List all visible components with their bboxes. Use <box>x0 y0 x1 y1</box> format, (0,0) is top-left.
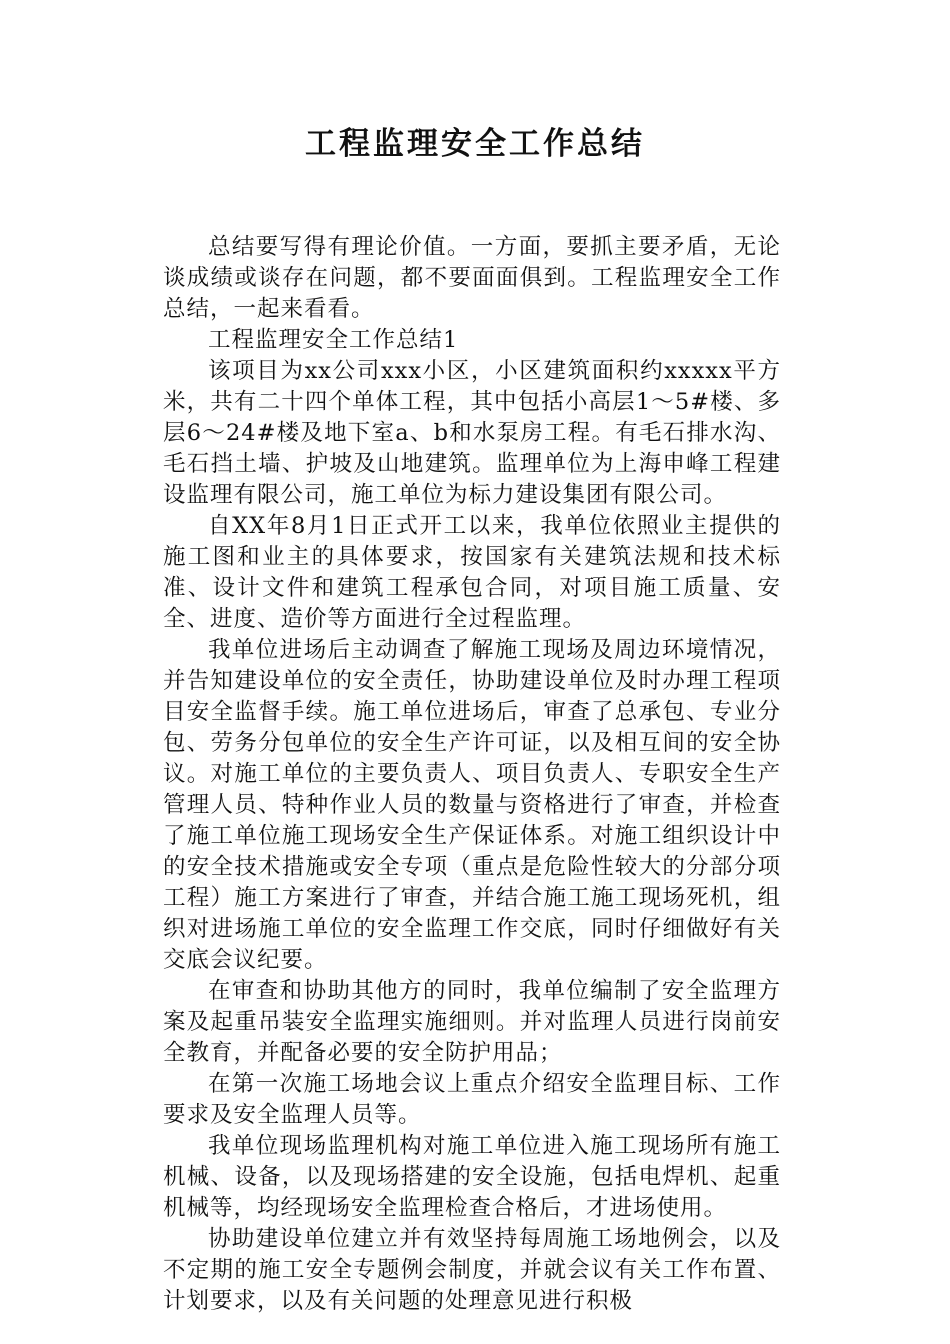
paragraph-supervision-plan: 在审查和协助其他方的同时，我单位编制了安全监理方案及起重吊装安全监理实施细则。并对监理人员进行岗前安全教育，并配备必要的安全防护用品； <box>163 978 781 1066</box>
paragraph-project-overview: 该项目为xx公司xxx小区，小区建筑面积约xxxxx平方米，共有二十四个单体工程，其中包括小高层1～5#楼、多层6～24#楼及地下室a、b和水泵房工程。有毛石排水沟、毛石挡土墙、护坡及山地建筑。监理单位为上海申峰工程建设监理有限公司，施工单位为标力建设集团有限公司。 <box>163 358 781 508</box>
paragraph-weekly-meetings: 协助建设单位建立并有效坚持每周施工场地例会，以及不定期的施工安全专题例会制度，并就会议有关工作布置、计划要求，以及有关问题的处理意见进行积极 <box>163 1226 781 1314</box>
paragraph-start-of-work: 自XX年8月1日正式开工以来，我单位依照业主提供的施工图和业主的具体要求，按国家有关建筑法规和技术标准、设计文件和建筑工程承包合同，对项目施工质量、安全、进度、造价等方面进行全过程监理。 <box>163 513 781 632</box>
paragraph-intro: 总结要写得有理论价值。一方面，要抓主要矛盾，无论谈成绩或谈存在问题，都不要面面俱到。工程监理安全工作总结，一起来看看。 <box>163 234 781 322</box>
paragraph-site-investigation: 我单位进场后主动调查了解施工现场及周边环境情况，并告知建设单位的安全责任，协助建设单位及时办理工程项目安全监督手续。施工单位进场后，审查了总承包、专业分包、劳务分包单位的安全生产许可证，以及相互间的安全协议。对施工单位的主要负责人、项目负责人、专职安全生产管理人员、特种作业人员的数量与资格进行了审查，并检查了施工单位施工现场安全生产保证体系。对施工组织设计中的安全技术措施或安全专项（重点是危险性较大的分部分项工程）施工方案进行了审查，并结合施工施工现场死机，组织对进场施工单位的安全监理工作交底，同时仔细做好有关交底会议纪要。 <box>163 637 781 973</box>
paragraph-section-heading: 工程监理安全工作总结1 <box>208 327 459 353</box>
document-body <box>163 232 781 1317</box>
paragraph-first-meeting: 在第一次施工场地会议上重点介绍安全监理目标、工作要求及安全监理人员等。 <box>163 1071 781 1128</box>
paragraph-equipment-inspection: 我单位现场监理机构对施工单位进入施工现场所有施工机械、设备，以及现场搭建的安全设施，包括电焊机、起重机械等，均经现场安全监理检查合格后，才进场使用。 <box>163 1133 781 1221</box>
document-title: 工程监理安全工作总结 <box>305 126 645 162</box>
